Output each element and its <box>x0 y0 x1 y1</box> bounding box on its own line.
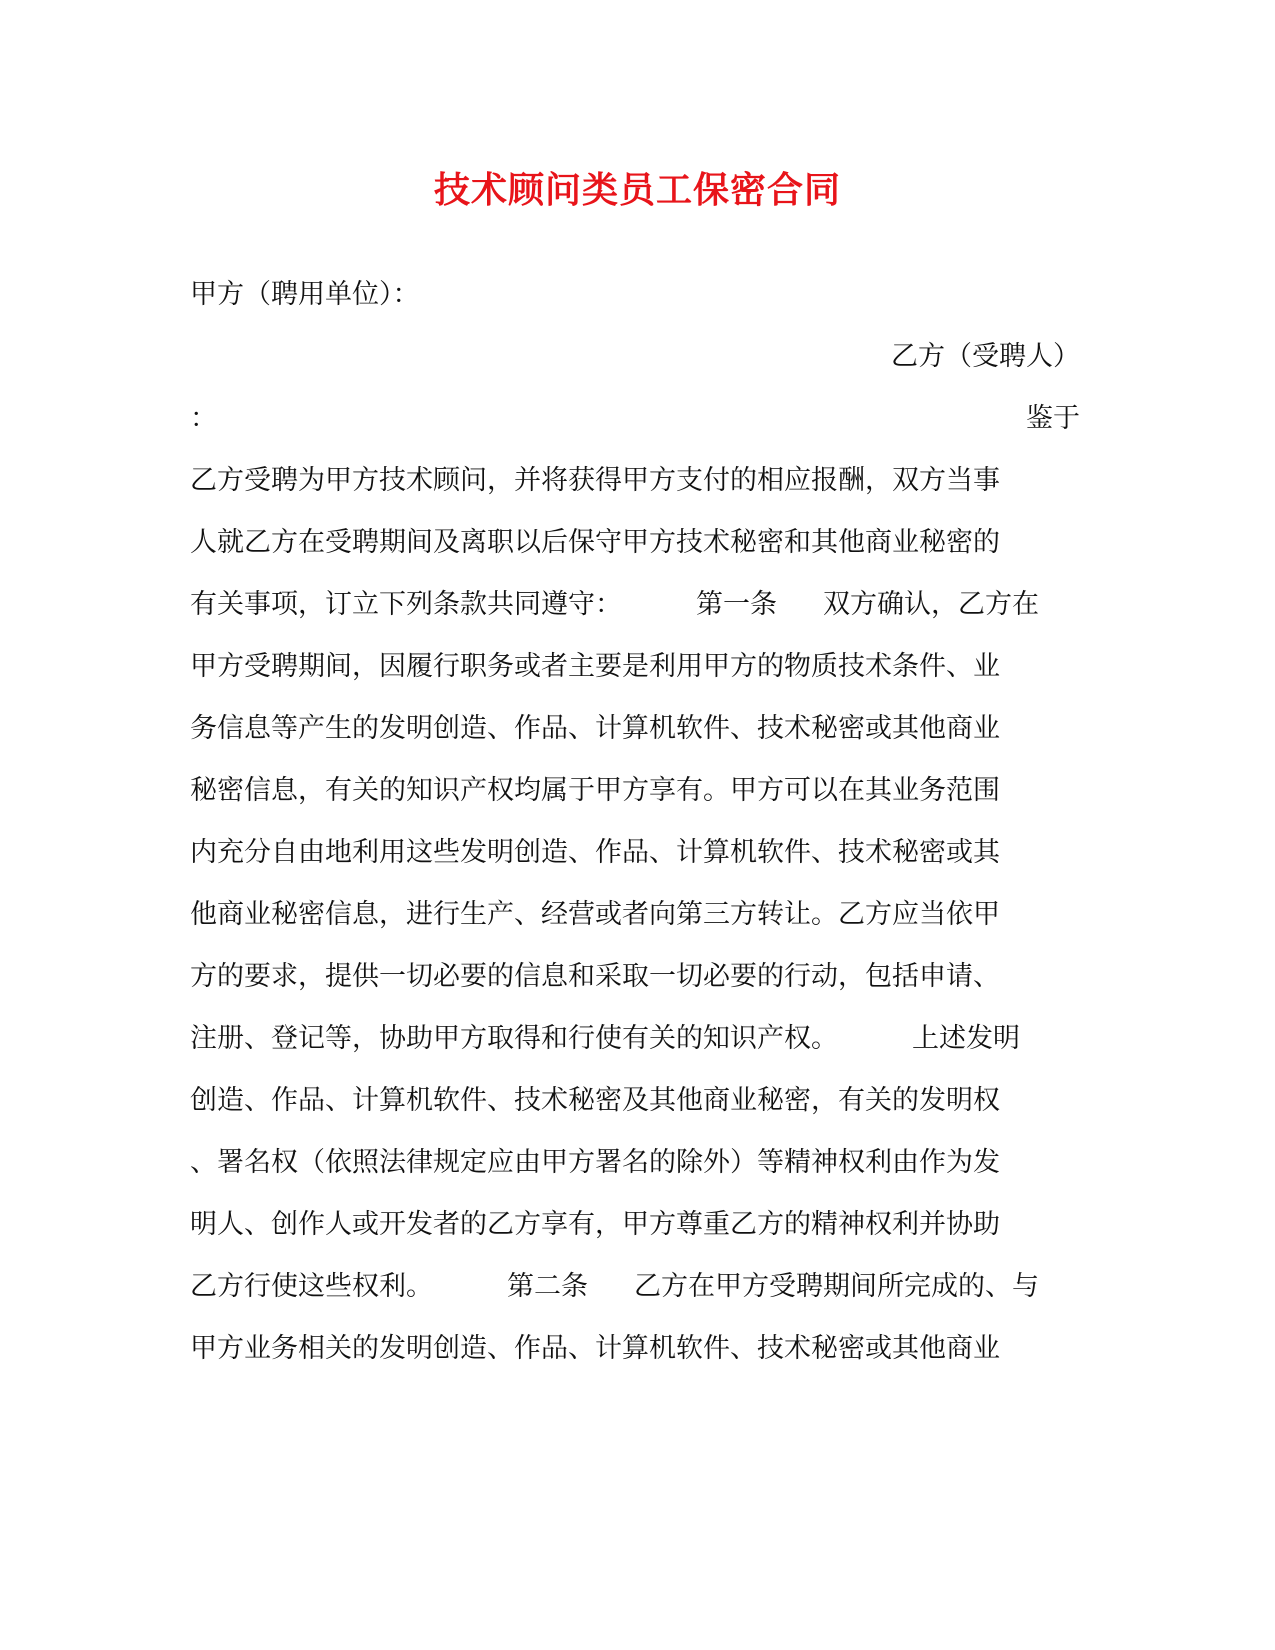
party-b-line <box>190 334 1080 380</box>
party-a-line <box>190 272 1080 318</box>
body-text: 乙方行使这些权利。 <box>190 1271 433 1302</box>
body-line: 创造、作品、计算机软件、技术秘密及其他商业秘密，有关的发明权 <box>190 1085 1000 1116</box>
body-line: 内充分自由地利用这些发明创造、作品、计算机软件、技术秘密或其 <box>190 837 1000 868</box>
body-line: 、署名权（依照法律规定应由甲方署名的除外）等精神权利由作为发 <box>190 1147 1000 1178</box>
party-b-colon: ： <box>190 403 217 434</box>
body-text: 上述发明 <box>912 1023 1020 1054</box>
body-line: 方的要求，提供一切必要的信息和采取一切必要的行动，包括申请、 <box>190 961 1000 992</box>
body-line <box>190 1264 1080 1310</box>
colon-jianyu-line <box>190 396 1080 442</box>
body-line <box>190 582 1080 628</box>
body-line: 甲方业务相关的发明创造、作品、计算机软件、技术秘密或其他商业 <box>190 1333 1000 1364</box>
clause-heading: 第二条 <box>507 1271 588 1302</box>
clause-intro-text: 有关事项，订立下列条款共同遵守： <box>190 589 622 620</box>
body-line: 他商业秘密信息，进行生产、经营或者向第三方转让。乙方应当依甲 <box>190 899 1000 930</box>
party-a-label: 甲方（聘用单位）： <box>190 279 420 310</box>
document-title: 技术顾问类员工保密合同 <box>433 169 841 211</box>
body-line: 甲方受聘期间，因履行职务或者主要是利用甲方的物质技术条件、业 <box>190 651 1000 682</box>
body-line: 明人、创作人或开发者的乙方享有，甲方尊重乙方的精神权利并协助 <box>190 1209 1000 1240</box>
clause-text: 乙方在甲方受聘期间所完成的、与 <box>634 1271 1039 1302</box>
body-text: 注册、登记等，协助甲方取得和行使有关的知识产权。 <box>190 1023 838 1054</box>
body-line: 秘密信息，有关的知识产权均属于甲方享有。甲方可以在其业务范围 <box>190 775 1000 806</box>
party-b-label: 乙方（受聘人） <box>891 341 1080 372</box>
body-line <box>190 1016 1080 1062</box>
clause-text: 双方确认，乙方在 <box>823 589 1039 620</box>
body-line: 务信息等产生的发明创造、作品、计算机软件、技术秘密或其他商业 <box>190 713 1000 744</box>
jianyu-text: 鉴于 <box>1026 403 1080 434</box>
body-line: 人就乙方在受聘期间及离职以后保守甲方技术秘密和其他商业秘密的 <box>190 527 1000 558</box>
clause-heading: 第一条 <box>696 589 777 620</box>
body-line: 乙方受聘为甲方技术顾问，并将获得甲方支付的相应报酬，双方当事 <box>190 465 1000 496</box>
